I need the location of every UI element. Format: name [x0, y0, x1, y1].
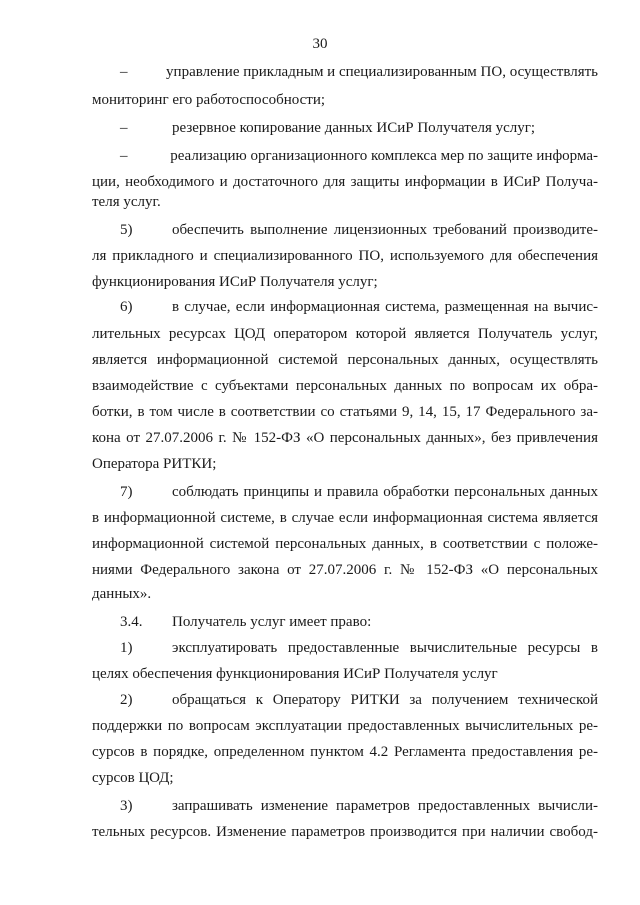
numbered-line: [120, 297, 598, 317]
bullet-line: [120, 146, 598, 166]
line-text: резервное копирование данных ИСиР Получателя услуг;: [172, 120, 536, 136]
text-line: информационной системой персональных данных, в соответствии с положе-: [92, 536, 598, 552]
text-line: сурсов в порядке, определенном пунктом 4.2 Регламента предоставления ре-: [92, 744, 598, 760]
line-text: в случае, если информационная система, размещенная на вычис-: [172, 299, 598, 315]
text-line: функционирования ИСиР Получателя услуг;: [92, 274, 378, 290]
dash-marker: –: [120, 120, 128, 136]
text-line: лительных ресурсах ЦОД оператором которой является Получатель услуг,: [92, 326, 598, 342]
section-line: [120, 612, 371, 632]
text-line: поддержки по вопросам эксплуатации предоставленных вычислительных ре-: [92, 718, 598, 734]
numbered-line: [120, 796, 598, 816]
text-line: Оператора РИТКИ;: [92, 456, 217, 472]
text-line: мониторинг его работоспособности;: [92, 92, 326, 108]
bullet-line: [120, 62, 598, 82]
text-line: тельных ресурсов. Изменение параметров производится при наличии свобод-: [92, 824, 598, 840]
item-number: 3): [120, 798, 133, 814]
numbered-line: [120, 638, 598, 658]
item-number: 6): [120, 299, 133, 315]
text-line: целях обеспечения функционирования ИСиР Получателя услуг: [92, 666, 498, 682]
text-line: ботки, в том числе в соответствии со статьями 9, 14, 15, 17 Федерального за-: [92, 404, 598, 420]
section-number: 3.4.: [120, 614, 143, 630]
item-number: 7): [120, 484, 133, 500]
item-number: 5): [120, 222, 133, 238]
item-number: 2): [120, 692, 133, 708]
text-line: сурсов ЦОД;: [92, 770, 174, 786]
text-line: является информационной системой персональных данных, осуществлять: [92, 352, 598, 368]
line-text: соблюдать принципы и правила обработки персональных данных: [172, 484, 598, 500]
dash-marker: –: [120, 64, 128, 80]
numbered-line: [120, 690, 598, 710]
line-text: запрашивать изменение параметров предоставленных вычисли-: [172, 798, 598, 814]
text-line: ля прикладного и специализированного ПО, используемого для обеспечения: [92, 248, 598, 264]
line-text: реализацию организационного комплекса мер по защите информа-: [170, 148, 598, 164]
line-text: обращаться к Оператору РИТКИ за получением технической: [172, 692, 598, 708]
numbered-line: [120, 220, 598, 240]
line-text: обеспечить выполнение лицензионных требований производите-: [172, 222, 598, 238]
text-line: взаимодействие с субъектами персональных данных по вопросам их обра-: [92, 378, 598, 394]
text-line: в информационной системе, в случае если информационная система является: [92, 510, 598, 526]
numbered-line: [120, 482, 598, 502]
text-line: кона от 27.07.2006 г. № 152-ФЗ «О персональных данных», без привлечения: [92, 430, 598, 446]
line-text: Получатель услуг имеет право:: [172, 614, 372, 630]
item-number: 1): [120, 640, 133, 656]
text-line: теля услуг.: [92, 194, 161, 210]
line-text: управление прикладным и специализированным ПО, осуществлять: [166, 64, 598, 80]
text-line: ниями Федерального закона от 27.07.2006 г. № 152-ФЗ «О персональных: [92, 562, 598, 578]
line-text: эксплуатировать предоставленные вычислительные ресурсы в: [172, 640, 598, 656]
text-line: данных».: [92, 586, 152, 602]
text-line: ции, необходимого и достаточного для защиты информации в ИСиР Получа-: [92, 174, 598, 190]
dash-marker: –: [120, 148, 128, 164]
page-number: 30: [312, 36, 328, 52]
bullet-line: [120, 118, 535, 138]
